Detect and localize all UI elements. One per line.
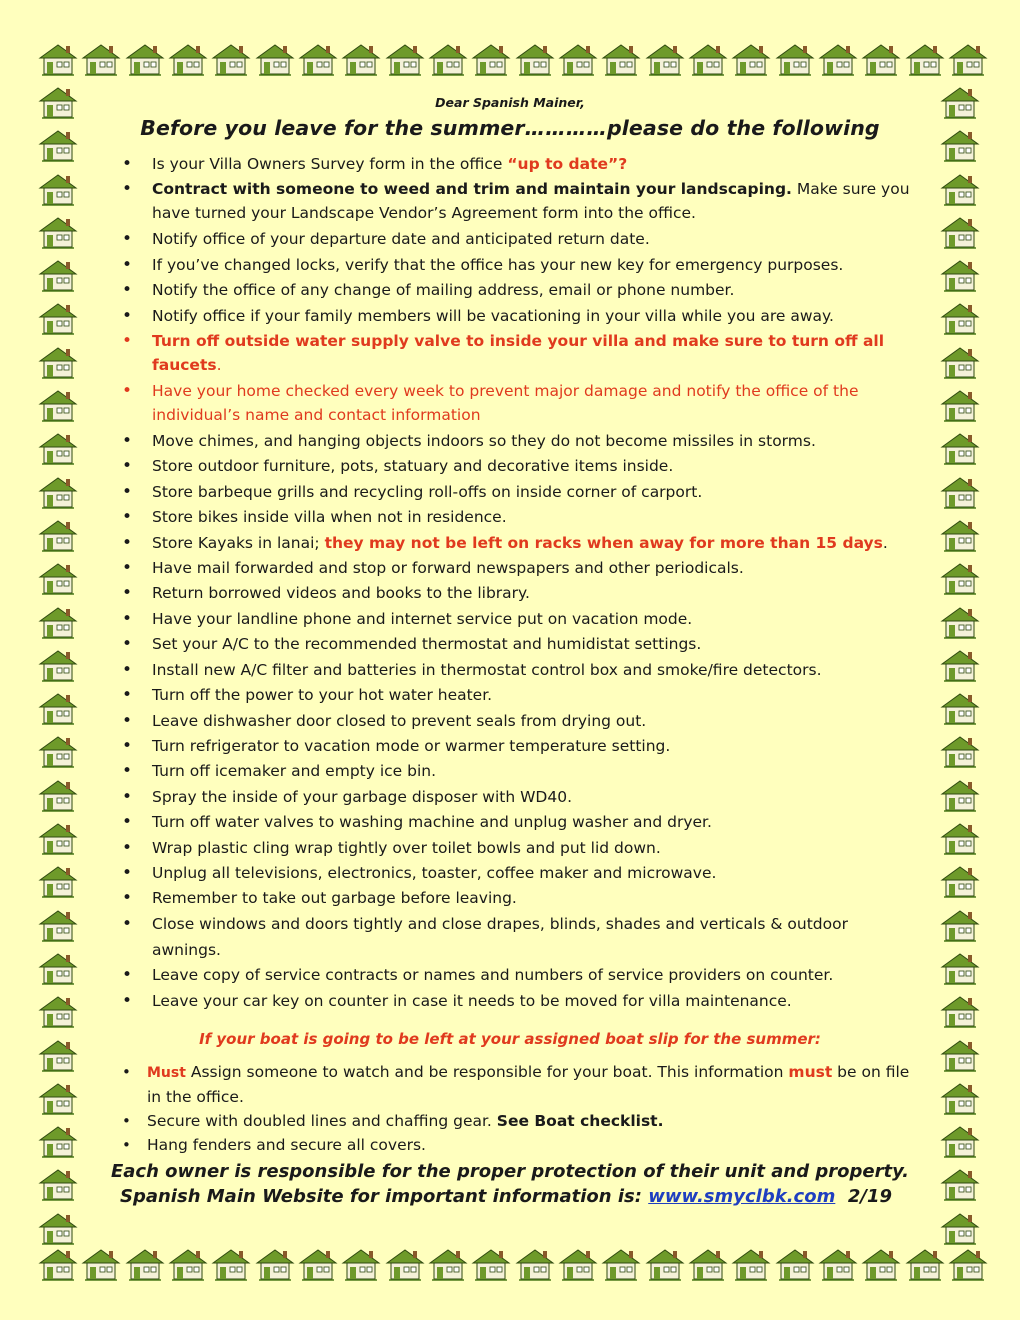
house-icon (428, 1247, 468, 1281)
house-icon (940, 605, 980, 639)
house-icon (38, 605, 78, 639)
item-text: Leave copy of service contracts or names and numbers of service providers on counter. (152, 966, 834, 985)
house-icon (940, 301, 980, 335)
house-icon (38, 388, 78, 422)
house-icon (81, 42, 121, 76)
checklist-item (100, 429, 920, 454)
house-icon (601, 1247, 641, 1281)
checklist-item (100, 152, 920, 177)
checklist-item (100, 556, 920, 581)
boat-heading: If your boat is going to be left at your assigned boat slip for the summer: (199, 1029, 821, 1048)
boat-item-fenders (100, 1133, 920, 1157)
checklist-item (100, 227, 920, 252)
house-icon (38, 908, 78, 942)
house-icon (385, 42, 425, 76)
house-icon (940, 1081, 980, 1115)
house-icon (255, 42, 295, 76)
house-icon (558, 42, 598, 76)
checklist-item (100, 658, 920, 683)
footer-website-prefix: Spanish Main Website for important information is: (120, 1185, 649, 1207)
footer-date: 2/19 (847, 1185, 893, 1207)
house-icon (471, 1247, 511, 1281)
house-icon (688, 42, 728, 76)
boat-item-text: Assign someone to watch and be responsible for your boat. This information (185, 1062, 789, 1081)
house-icon (940, 1167, 980, 1201)
boat-item-text: Secure with doubled lines and chaffing gear. (147, 1111, 497, 1130)
item-text: Is your Villa Owners Survey form in the office (152, 155, 508, 173)
house-icon (38, 691, 78, 725)
website-link[interactable]: www.smyclbk.com (648, 1185, 836, 1207)
house-icon (38, 258, 78, 292)
house-icon (940, 518, 980, 552)
boat-item-text: Hang fenders and secure all covers. (147, 1135, 426, 1154)
checklist-item (100, 379, 920, 429)
checklist (100, 152, 920, 1014)
house-icon (38, 778, 78, 812)
greeting: Dear Spanish Mainer, (435, 95, 585, 110)
house-icon (940, 648, 980, 682)
house-icon (38, 994, 78, 1028)
letter-body (100, 95, 920, 1207)
boat-checklist (100, 1060, 920, 1157)
house-icon (211, 1247, 251, 1281)
house-icon (940, 258, 980, 292)
house-icon (38, 951, 78, 985)
house-icon (38, 1124, 78, 1158)
house-icon (731, 42, 771, 76)
house-icon (125, 42, 165, 76)
house-icon (168, 42, 208, 76)
house-icon (940, 215, 980, 249)
house-icon (38, 215, 78, 249)
checklist-item (100, 683, 920, 708)
house-icon (341, 1247, 381, 1281)
house-icon (940, 85, 980, 119)
checklist-item (100, 989, 920, 1014)
house-icon (861, 42, 901, 76)
boat-item-assign (100, 1060, 920, 1109)
item-text: Store bikes inside villa when not in residence. (152, 508, 507, 527)
house-icon (601, 42, 641, 76)
house-icon (38, 1081, 78, 1115)
house-icon (940, 691, 980, 725)
house-icon (940, 345, 980, 379)
house-icon (38, 172, 78, 206)
checklist-item (100, 632, 920, 657)
house-icon (940, 994, 980, 1028)
checklist-item (100, 581, 920, 606)
item-text: Store Kayaks in lanai; (152, 533, 325, 552)
house-icon (905, 42, 945, 76)
item-text: Notify the office of any change of mailing address, email or phone number. (152, 281, 735, 300)
house-icon (940, 951, 980, 985)
house-icon (940, 864, 980, 898)
item-highlight: they may not be left on racks when away for more than 15 days (324, 533, 883, 552)
checklist-item (100, 836, 920, 861)
house-icon (38, 301, 78, 335)
house-icon (515, 42, 555, 76)
house-icon (38, 734, 78, 768)
checklist-item (100, 531, 920, 556)
item-text: Turn off water valves to washing machine and unplug washer and dryer. (152, 813, 712, 832)
house-icon (940, 908, 980, 942)
item-text: Notify office of your departure date and anticipated return date. (152, 230, 650, 249)
house-icon (385, 1247, 425, 1281)
checklist-item (100, 912, 920, 963)
house-icon (940, 475, 980, 509)
footer-responsibility: Each owner is responsible for the proper protection of their unit and property. (110, 1160, 910, 1182)
house-icon (38, 128, 78, 162)
item-text: Turn off icemaker and empty ice bin. (152, 762, 437, 781)
checklist-item (100, 785, 920, 810)
house-icon (168, 1247, 208, 1281)
boat-item-secure (100, 1109, 920, 1133)
item-text: Install new A/C filter and batteries in thermostat control box and smoke/fire detectors. (152, 660, 822, 679)
house-icon (818, 42, 858, 76)
must-label-2: must (788, 1062, 833, 1081)
house-icon (688, 1247, 728, 1281)
footer-website-line (100, 1186, 920, 1207)
item-text: Have your landline phone and internet service put on vacation mode. (152, 609, 693, 628)
item-text: Turn off the power to your hot water heater. (152, 686, 493, 705)
checklist-item (100, 454, 920, 479)
border-left (38, 85, 84, 1245)
item-text: Wrap plastic cling wrap tightly over toilet bowls and put lid down. (152, 838, 661, 857)
house-icon (38, 1167, 78, 1201)
item-text: Make sure you have turned your Landscape Vendor’s Agreement form into the office. (152, 180, 910, 223)
house-icon (558, 1247, 598, 1281)
border-bottom (38, 1247, 988, 1289)
house-icon (298, 42, 338, 76)
house-icon (38, 431, 78, 465)
item-text: Unplug all televisions, electronics, toaster, coffee maker and microwave. (152, 863, 717, 882)
checklist-item (100, 304, 920, 329)
must-label: Must (147, 1064, 186, 1081)
house-icon (38, 561, 78, 595)
checklist-item (100, 759, 920, 784)
item-text: Remember to take out garbage before leaving. (152, 889, 517, 908)
house-icon (38, 821, 78, 855)
house-icon (940, 172, 980, 206)
checklist-item (100, 505, 920, 530)
item-bold-text: Contract with someone to weed and trim and maintain your landscaping. (152, 180, 792, 199)
checklist-item (100, 278, 920, 303)
item-text: Leave dishwasher door closed to prevent seals from drying out. (152, 711, 647, 730)
checklist-item (100, 734, 920, 759)
checklist-item (100, 480, 920, 505)
item-bold-text: Turn off outside water supply valve to inside your villa and make sure to turn off all faucets (152, 332, 885, 375)
house-icon (38, 864, 78, 898)
checklist-item (100, 253, 920, 278)
item-text: Store barbeque grills and recycling roll-offs on inside corner of carport. (152, 482, 703, 501)
checklist-item (100, 329, 920, 379)
house-icon (38, 1211, 78, 1245)
headline: Before you leave for the summer…………please do the following (140, 116, 880, 140)
item-text: Store outdoor furniture, pots, statuary and decorative items inside. (152, 457, 674, 476)
house-icon (515, 1247, 555, 1281)
house-icon (645, 42, 685, 76)
house-icon (38, 518, 78, 552)
item-text: Spray the inside of your garbage disposer with WD40. (152, 787, 572, 806)
house-icon (298, 1247, 338, 1281)
house-icon (940, 734, 980, 768)
checklist-item (100, 177, 920, 227)
checklist-item (100, 861, 920, 886)
item-text: Close windows and doors tightly and close drapes, blinds, shades and verticals & outdoor awnings. (152, 915, 848, 959)
house-icon (940, 388, 980, 422)
checklist-item (100, 607, 920, 632)
house-icon (38, 42, 78, 76)
house-icon (940, 778, 980, 812)
checklist-item (100, 810, 920, 835)
house-icon (38, 345, 78, 379)
house-icon (940, 1038, 980, 1072)
checklist-item (100, 963, 920, 988)
house-icon (905, 1247, 945, 1281)
house-icon (38, 648, 78, 682)
house-icon (948, 42, 988, 76)
item-text: Leave your car key on counter in case it needs to be moved for villa maintenance. (152, 991, 792, 1010)
item-text: . (216, 356, 222, 375)
house-icon (211, 42, 251, 76)
boat-item-text-2: be on file in the office. (147, 1062, 910, 1106)
house-icon (940, 821, 980, 855)
house-icon (940, 1211, 980, 1245)
item-text: Have your home checked every week to prevent major damage and notify the office of the individual’s name and contact information (152, 382, 859, 425)
house-icon (125, 1247, 165, 1281)
house-icon (255, 1247, 295, 1281)
house-icon (940, 561, 980, 595)
house-icon (38, 475, 78, 509)
border-right (940, 85, 986, 1245)
checklist-item (100, 709, 920, 734)
house-icon (38, 85, 78, 119)
border-top (38, 42, 988, 84)
house-icon (775, 1247, 815, 1281)
item-text: If you’ve changed locks, verify that the office has your new key for emergency purposes. (152, 255, 844, 274)
item-text: Return borrowed videos and books to the library. (152, 584, 530, 603)
house-icon (428, 42, 468, 76)
house-icon (731, 1247, 771, 1281)
house-icon (81, 1247, 121, 1281)
house-icon (471, 42, 511, 76)
house-icon (38, 1247, 78, 1281)
checklist-item (100, 886, 920, 912)
item-tail: . (882, 533, 888, 552)
house-icon (940, 431, 980, 465)
house-icon (940, 1124, 980, 1158)
house-icon (38, 1038, 78, 1072)
house-icon (948, 1247, 988, 1281)
boat-checklist-ref: See Boat checklist. (496, 1111, 664, 1130)
house-icon (775, 42, 815, 76)
house-icon (341, 42, 381, 76)
house-icon (940, 128, 980, 162)
house-icon (645, 1247, 685, 1281)
item-text: Move chimes, and hanging objects indoors so they do not become missiles in storms. (152, 432, 816, 451)
house-icon (861, 1247, 901, 1281)
item-text: Notify office if your family members will be vacationing in your villa while you are away. (152, 306, 834, 325)
item-highlight: “up to date”? (507, 155, 628, 173)
item-text: Have mail forwarded and stop or forward newspapers and other periodicals. (152, 559, 744, 578)
house-icon (818, 1247, 858, 1281)
item-text: Set your A/C to the recommended thermostat and humidistat settings. (152, 635, 702, 654)
item-text: Turn refrigerator to vacation mode or warmer temperature setting. (152, 736, 671, 755)
